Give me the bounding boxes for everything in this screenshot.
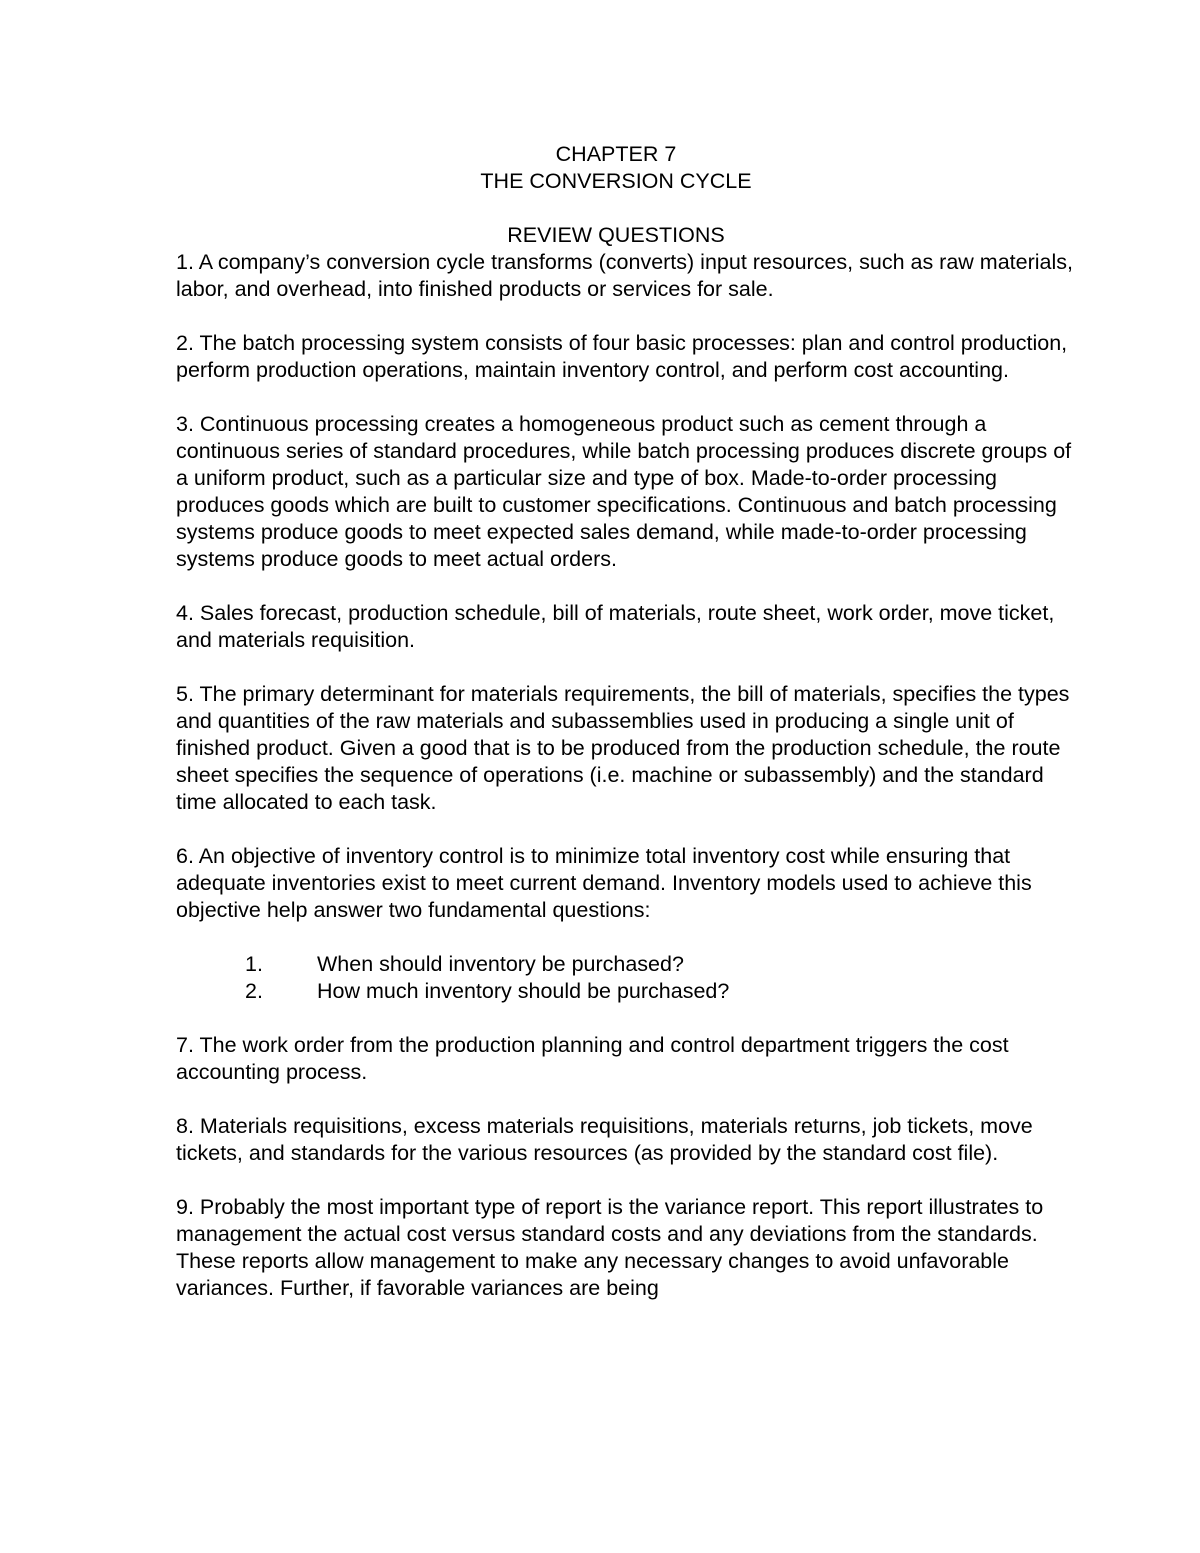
list-item-number: 2. bbox=[245, 979, 263, 1003]
answer-7: 7. The work order from the production planning and control department triggers the cost accounting process. bbox=[176, 1033, 1009, 1084]
answer-4: 4. Sales forecast, production schedule, bill of materials, route sheet, work order, move ticket, and materials requisition. bbox=[176, 601, 1055, 652]
answer-9: 9. Probably the most important type of report is the variance report. This report illustrates to management the actual cost versus standard costs and any deviations from the standards. These reports allow management to make any necessary changes to avoid unfavorable variances. Further, if favorable variances are being bbox=[176, 1195, 1044, 1300]
answer-3: 3. Continuous processing creates a homogeneous product such as cement through a continuous series of standard procedures, while batch processing produces discrete groups of a uniform product, such as a particular size and type of box. Made-to-order processing produces goods which are built to customer specifications. Continuous and batch processing systems produce goods to meet expected sales demand, while made-to-order processing systems produce goods to meet actual orders. bbox=[176, 412, 1072, 571]
document-page bbox=[176, 141, 1076, 1329]
inventory-questions-list bbox=[176, 951, 1076, 1005]
answer-6: 6. An objective of inventory control is to minimize total inventory cost while ensuring that adequate inventories exist to meet current demand. Inventory models used to achieve this objective help answer two fundamental questions: bbox=[176, 844, 1032, 922]
answer-1: 1. A company’s conversion cycle transforms (converts) input resources, such as raw materials, labor, and overhead, into finished products or services for sale. bbox=[176, 250, 1073, 301]
list-item bbox=[176, 951, 1076, 978]
list-item-text: How much inventory should be purchased? bbox=[317, 979, 730, 1003]
chapter-title: THE CONVERSION CYCLE bbox=[480, 169, 752, 193]
document-heading bbox=[176, 141, 1056, 249]
list-item-number: 1. bbox=[245, 952, 263, 976]
answer-5: 5. The primary determinant for materials requirements, the bill of materials, specifies the types and quantities of the raw materials and subassemblies used in producing a single unit of finished product. Given a good that is to be produced from the production schedule, the route sheet specifies the sequence of operations (i.e. machine or subassembly) and the standard time allocated to each task. bbox=[176, 682, 1070, 814]
list-item-text: When should inventory be purchased? bbox=[317, 952, 684, 976]
section-title: REVIEW QUESTIONS bbox=[507, 223, 725, 247]
answer-2: 2. The batch processing system consists of four basic processes: plan and control production, perform production operations, maintain inventory control, and perform cost accounting. bbox=[176, 331, 1068, 382]
answer-8: 8. Materials requisitions, excess materials requisitions, materials returns, job tickets, move tickets, and standards for the various resources (as provided by the standard cost file). bbox=[176, 1114, 1033, 1165]
heading-spacer bbox=[176, 195, 1056, 222]
list-item bbox=[176, 978, 1076, 1005]
chapter-number: CHAPTER 7 bbox=[555, 142, 677, 166]
